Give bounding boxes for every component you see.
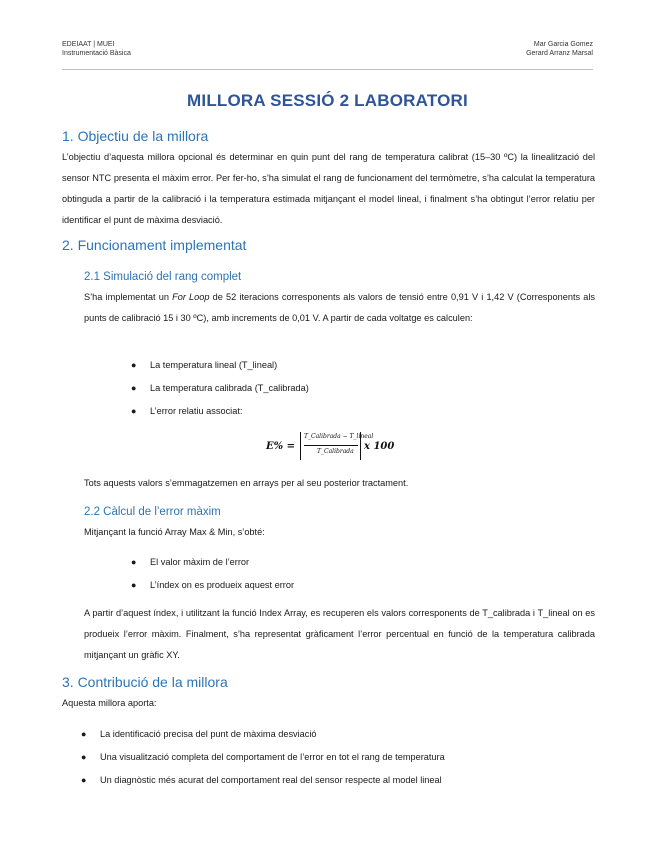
for-loop-term: For Loop (172, 292, 210, 302)
header-left (62, 40, 131, 58)
formula-numerator: T_Calibrada − T_lineal (304, 433, 374, 440)
header-course-name: Instrumentació Bàsica (62, 50, 131, 57)
header-divider (62, 69, 593, 70)
subsection-2-2-paragraph: A partir d’aquest índex, i utilitzant la funció Index Array, es recuperen els valors corresponents de T_calibrada i T_lineal on es produeix l’error màxim. Finalment, s’ha representat gràficament l’error percentual en funció de la temperatura calibrada mitjançant un gràfic XY. (84, 608, 595, 660)
abs-bar-right (360, 432, 361, 460)
document-title: MILLORA SESSIÓ 2 LABORATORI (187, 91, 468, 110)
subsection-2-1-heading: 2.1 Simulació del rang complet (84, 271, 242, 283)
section-2-heading: 2. Funcionament implementat (62, 237, 247, 253)
formula-denominator: T_Calibrada (317, 448, 354, 455)
section-1-heading: 1. Objectiu de la millora (62, 128, 209, 144)
header-right (526, 40, 593, 58)
bullet-icon: ● (81, 775, 87, 785)
bullet-icon: ● (81, 729, 87, 739)
header-course-code: EDEIAAT | MUEI (62, 41, 115, 48)
subsection-2-2-intro: Mitjançant la funció Array Max & Min, s’obté: (84, 527, 265, 537)
bullet-icon: ● (131, 383, 137, 393)
section-3-intro: Aquesta millora aporta: (62, 698, 157, 708)
subsection-2-1-paragraph: S’ha implementat un For Loop de 52 iteracions corresponents als valors de tensió entre 0,91 V i 1,42 V (Corresponents als punts de calibració 15 i 30 ºC), amb increments de 0,01 V. A partir de cada voltatge es calculen: (84, 292, 595, 323)
page-header (62, 40, 593, 62)
subsection-2-2-heading: 2.2 Càlcul de l’error màxim (84, 506, 221, 518)
header-author-1: Mar Garcia Gomez (533, 41, 593, 48)
formula-rhs: x 100 (364, 441, 395, 452)
bullet-icon: ● (131, 406, 137, 416)
bullet-icon: ● (131, 557, 137, 567)
header-author-2: Gerard Arranz Marsal (526, 50, 593, 57)
bullet-icon: ● (131, 580, 137, 590)
formula-lhs: E% = (266, 441, 295, 452)
section-3-heading: 3. Contribució de la millora (62, 674, 228, 690)
section-1-paragraph: L’objectiu d’aquesta millora opcional és determinar en quin punt del rang de temperatura calibrat (15–30 ºC) la linealització del sensor NTC presenta el màxim error. Per fer-ho, s’ha simulat el rang de funcionament del termòmetre, s’ha calculat la temperatura obtinguda a partir de la calibració i la temperatura estimada mitjançant el model lineal, i finalment s’ha obtingut l’error relatiu per identificar el punt de màxima desviació. (62, 152, 595, 225)
bullet-icon: ● (81, 752, 87, 762)
abs-bar-left (300, 432, 301, 460)
subsection-2-1-closing: Tots aquests valors s’emmagatzemen en arrays per al seu posterior tractament. (84, 478, 409, 488)
bullet-icon: ● (131, 360, 137, 370)
fraction-line (304, 445, 358, 446)
